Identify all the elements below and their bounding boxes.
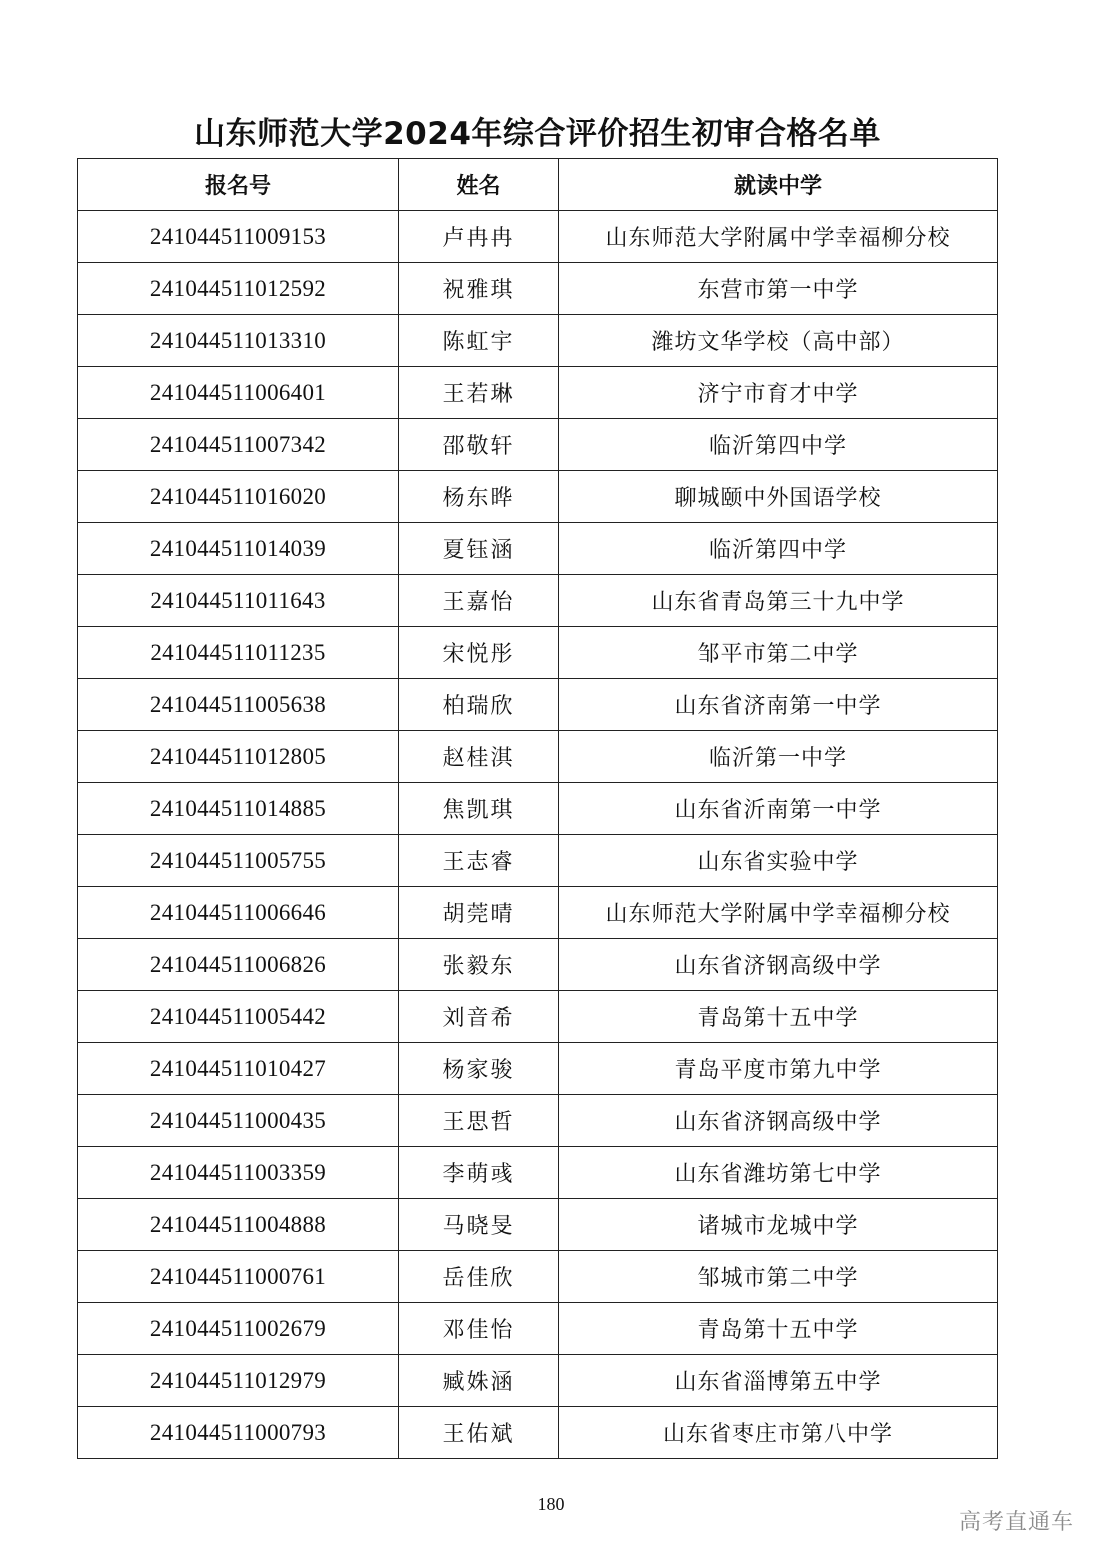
registration-number-cell: 241044511013310	[78, 315, 399, 367]
student-name-cell: 焦凯琪	[399, 783, 559, 835]
table-row	[78, 1355, 998, 1407]
school-name-cell: 山东省济钢高级中学	[559, 939, 998, 991]
registration-number-cell: 241044511012979	[78, 1355, 399, 1407]
student-name-cell: 夏钰涵	[399, 523, 559, 575]
table-row	[78, 471, 998, 523]
registration-number-cell: 241044511005442	[78, 991, 399, 1043]
table-row	[78, 1095, 998, 1147]
school-name-cell: 潍坊文华学校（高中部）	[559, 315, 998, 367]
student-name-cell: 李萌彧	[399, 1147, 559, 1199]
table-row	[78, 835, 998, 887]
registration-number-cell: 241044511002679	[78, 1303, 399, 1355]
student-name-cell: 胡莞晴	[399, 887, 559, 939]
student-name-cell: 祝雅琪	[399, 263, 559, 315]
table-row	[78, 315, 998, 367]
student-name-cell: 王佑斌	[399, 1407, 559, 1459]
header-name: 姓名	[399, 159, 559, 211]
school-name-cell: 聊城颐中外国语学校	[559, 471, 998, 523]
registration-number-cell: 241044511014039	[78, 523, 399, 575]
student-name-cell: 马晓旻	[399, 1199, 559, 1251]
table-row	[78, 575, 998, 627]
registration-number-cell: 241044511009153	[78, 211, 399, 263]
student-name-cell: 卢冉冉	[399, 211, 559, 263]
table-row	[78, 627, 998, 679]
watermark: 高考直通车	[958, 1510, 1074, 1535]
school-name-cell: 山东师范大学附属中学幸福柳分校	[559, 887, 998, 939]
student-name-cell: 王嘉怡	[399, 575, 559, 627]
registration-number-cell: 241044511005638	[78, 679, 399, 731]
school-name-cell: 山东省枣庄市第八中学	[559, 1407, 998, 1459]
student-name-cell: 王若琳	[399, 367, 559, 419]
student-name-cell: 杨家骏	[399, 1043, 559, 1095]
student-name-cell: 张毅东	[399, 939, 559, 991]
registration-number-cell: 241044511003359	[78, 1147, 399, 1199]
student-name-cell: 杨东晔	[399, 471, 559, 523]
school-name-cell: 青岛平度市第九中学	[559, 1043, 998, 1095]
table-row	[78, 211, 998, 263]
table-row	[78, 263, 998, 315]
admission-list-table	[77, 158, 998, 1459]
registration-number-cell: 241044511016020	[78, 471, 399, 523]
table-row	[78, 1147, 998, 1199]
school-name-cell: 青岛第十五中学	[559, 991, 998, 1043]
registration-number-cell: 241044511011643	[78, 575, 399, 627]
table-row	[78, 367, 998, 419]
page-number: 180	[537, 1494, 565, 1514]
school-name-cell: 山东省青岛第三十九中学	[559, 575, 998, 627]
table-row	[78, 1251, 998, 1303]
school-name-cell: 邹城市第二中学	[559, 1251, 998, 1303]
table-row	[78, 887, 998, 939]
school-name-cell: 济宁市育才中学	[559, 367, 998, 419]
header-school: 就读中学	[559, 159, 998, 211]
table-row	[78, 1043, 998, 1095]
registration-number-cell: 241044511005755	[78, 835, 399, 887]
school-name-cell: 临沂第一中学	[559, 731, 998, 783]
table-row	[78, 679, 998, 731]
table-row	[78, 1199, 998, 1251]
student-name-cell: 王思哲	[399, 1095, 559, 1147]
registration-number-cell: 241044511006646	[78, 887, 399, 939]
school-name-cell: 山东省淄博第五中学	[559, 1355, 998, 1407]
table-row	[78, 523, 998, 575]
header-row	[78, 159, 998, 211]
registration-number-cell: 241044511014885	[78, 783, 399, 835]
school-name-cell: 山东省实验中学	[559, 835, 998, 887]
table-row	[78, 419, 998, 471]
school-name-cell: 山东省潍坊第七中学	[559, 1147, 998, 1199]
document-title: 山东师范大学2024年综合评价招生初审合格名单	[194, 116, 881, 152]
table-row	[78, 1407, 998, 1459]
student-name-cell: 岳佳欣	[399, 1251, 559, 1303]
student-name-cell: 刘音希	[399, 991, 559, 1043]
table-header	[78, 159, 998, 211]
registration-number-cell: 241044511006401	[78, 367, 399, 419]
student-name-cell: 柏瑞欣	[399, 679, 559, 731]
header-registration-number: 报名号	[78, 159, 399, 211]
table-row	[78, 731, 998, 783]
table-row	[78, 939, 998, 991]
student-name-cell: 王志睿	[399, 835, 559, 887]
registration-number-cell: 241044511012805	[78, 731, 399, 783]
school-name-cell: 山东省济南第一中学	[559, 679, 998, 731]
student-name-cell: 赵桂淇	[399, 731, 559, 783]
school-name-cell: 邹平市第二中学	[559, 627, 998, 679]
table-row	[78, 991, 998, 1043]
student-name-cell: 邓佳怡	[399, 1303, 559, 1355]
registration-number-cell: 241044511000793	[78, 1407, 399, 1459]
registration-number-cell: 241044511000761	[78, 1251, 399, 1303]
student-name-cell: 邵敬轩	[399, 419, 559, 471]
school-name-cell: 东营市第一中学	[559, 263, 998, 315]
registration-number-cell: 241044511000435	[78, 1095, 399, 1147]
school-name-cell: 诸城市龙城中学	[559, 1199, 998, 1251]
registration-number-cell: 241044511011235	[78, 627, 399, 679]
registration-number-cell: 241044511010427	[78, 1043, 399, 1095]
school-name-cell: 临沂第四中学	[559, 523, 998, 575]
registration-number-cell: 241044511004888	[78, 1199, 399, 1251]
registration-number-cell: 241044511012592	[78, 263, 399, 315]
registration-number-cell: 241044511007342	[78, 419, 399, 471]
school-name-cell: 青岛第十五中学	[559, 1303, 998, 1355]
student-name-cell: 陈虹宇	[399, 315, 559, 367]
school-name-cell: 山东省沂南第一中学	[559, 783, 998, 835]
student-name-cell: 臧姝涵	[399, 1355, 559, 1407]
table-row	[78, 783, 998, 835]
table-row	[78, 1303, 998, 1355]
school-name-cell: 山东师范大学附属中学幸福柳分校	[559, 211, 998, 263]
student-name-cell: 宋悦彤	[399, 627, 559, 679]
school-name-cell: 临沂第四中学	[559, 419, 998, 471]
school-name-cell: 山东省济钢高级中学	[559, 1095, 998, 1147]
registration-number-cell: 241044511006826	[78, 939, 399, 991]
table-body	[78, 211, 998, 1459]
